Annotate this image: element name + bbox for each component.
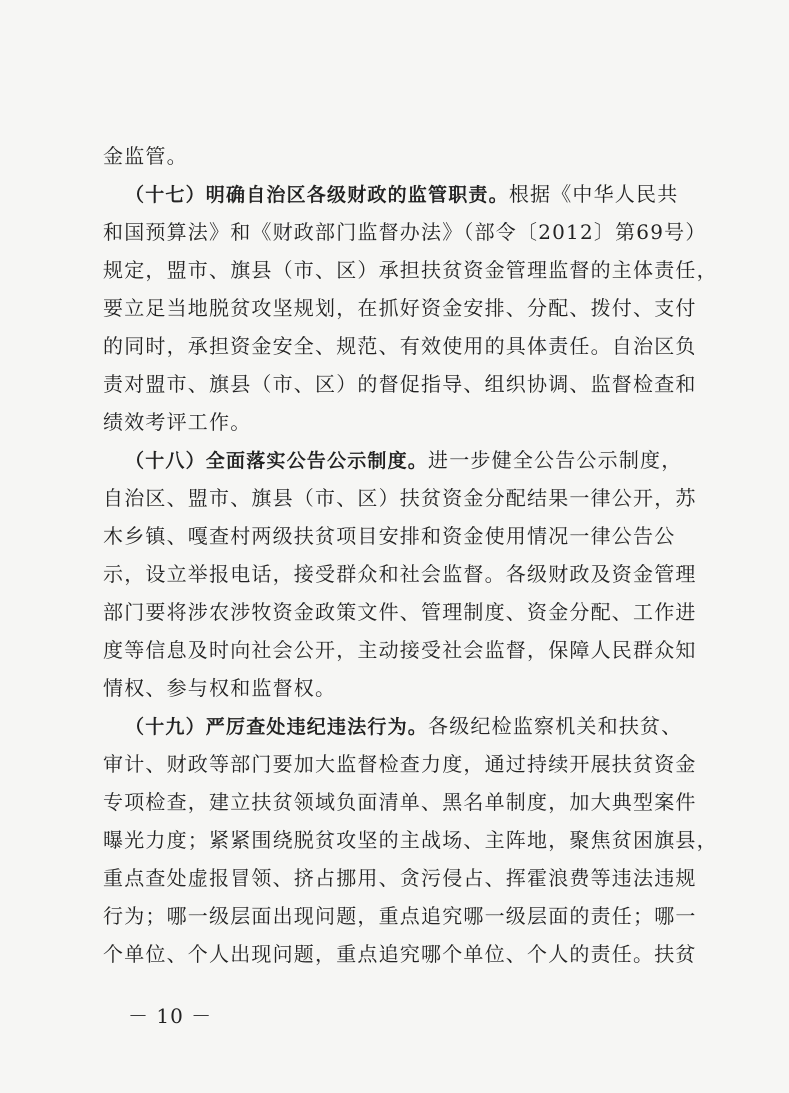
text-line: 度等信息及时向社会公开，主动接受社会监督，保障人民群众知 <box>103 638 697 662</box>
text-line: 情权、参与权和监督权。 <box>103 676 337 700</box>
text-line: （十九）严厉查处违纪违法行为。各级纪检监察机关和扶贫、 <box>125 714 683 738</box>
text-line: 曝光力度；紧紧围绕脱贫攻坚的主战场、主阵地，聚焦贫困旗县， <box>103 828 718 852</box>
text-line: 重点查处虚报冒领、挤占挪用、贪污侵占、挥霍浪费等违法违规 <box>103 866 697 890</box>
body-text <box>103 137 718 973</box>
text-line: 行为；哪一级层面出现问题，重点追究哪一级层面的责任；哪一 <box>103 904 697 928</box>
text-line: （十八）全面落实公告公示制度。进一步健全公告公示制度， <box>125 448 683 472</box>
text-line: 金监管。 <box>103 144 188 168</box>
text-line: （十七）明确自治区各级财政的监管职责。根据《中华人民共 <box>125 182 679 206</box>
text-line: 专项检查，建立扶贫领域负面清单、黑名单制度，加大典型案件 <box>103 790 697 814</box>
page-number: － 10 － <box>128 1004 213 1028</box>
section-heading: （十九）严厉查处违纪违法行为。 <box>125 716 429 738</box>
text-line: 自治区、盟市、旗县（市、区）扶贫资金分配结果一律公开，苏 <box>103 486 697 510</box>
text-line: 的同时，承担资金安全、规范、有效使用的具体责任。自治区负 <box>103 334 697 358</box>
text-line: 个单位、个人出现问题，重点追究哪个单位、个人的责任。扶贫 <box>103 942 697 966</box>
text-line: 示，设立举报电话，接受群众和社会监督。各级财政及资金管理 <box>103 562 697 586</box>
text-line: 审计、财政等部门要加大监督检查力度，通过持续开展扶贫资金 <box>103 752 697 776</box>
text-line: 规定，盟市、旗县（市、区）承担扶贫资金管理监督的主体责任， <box>103 258 718 282</box>
text-line: 绩效考评工作。 <box>103 410 252 434</box>
text-line: 责对盟市、旗县（市、区）的督促指导、组织协调、监督检查和 <box>103 372 697 396</box>
text-line: 要立足当地脱贫攻坚规划，在抓好资金安排、分配、拨付、支付 <box>103 296 697 320</box>
text-line: 和国预算法》和《财政部门监督办法》（部令〔2012〕第69号） <box>103 220 707 244</box>
text-line: 木乡镇、嘎查村两级扶贫项目安排和资金使用情况一律公告公 <box>103 524 676 548</box>
section-heading: （十七）明确自治区各级财政的监管职责。 <box>125 184 509 206</box>
text-line: 部门要将涉农涉牧资金政策文件、管理制度、资金分配、工作进 <box>103 600 697 624</box>
section-heading: （十八）全面落实公告公示制度。 <box>125 450 429 472</box>
